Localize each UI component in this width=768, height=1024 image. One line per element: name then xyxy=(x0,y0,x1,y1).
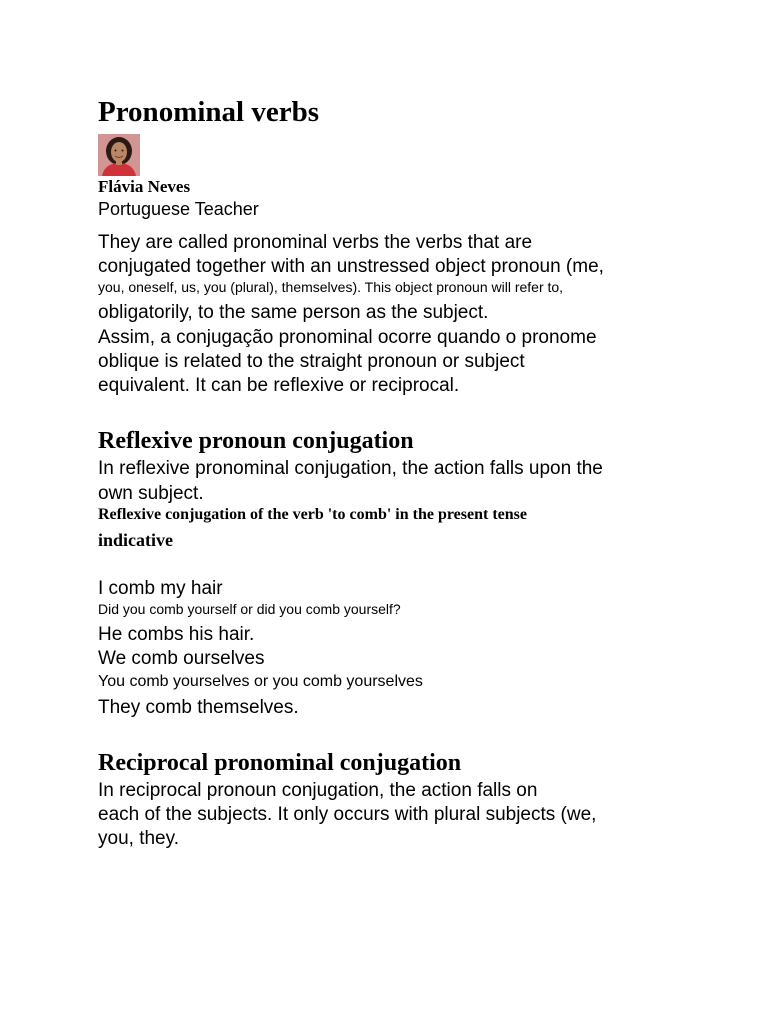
reciprocal-desc-line-2: each of the subjects. It only occurs with plural subjects (we, xyxy=(98,804,597,825)
intro-line-3: you, oneself, us, you (plural), themselves). This object pronoun will refer to, xyxy=(98,279,564,295)
example-6: They comb themselves. xyxy=(98,697,299,718)
reflexive-subheading-line-2: indicative xyxy=(98,530,173,550)
intro-line-2: conjugated together with an unstressed object pronoun (me, xyxy=(98,256,604,277)
reflexive-subheading-line-1: Reflexive conjugation of the verb 'to comb' in the present tense xyxy=(98,506,527,523)
reciprocal-desc-line-1: In reciprocal pronoun conjugation, the action falls on xyxy=(98,780,538,801)
section-heading-reciprocal: Reciprocal pronominal conjugation xyxy=(98,750,462,776)
intro-line-6: oblique is related to the straight pronoun or subject xyxy=(98,351,525,372)
example-5: You comb yourselves or you comb yourselves xyxy=(98,673,423,690)
intro-line-4: obligatorily, to the same person as the subject. xyxy=(98,302,489,323)
example-1: I comb my hair xyxy=(98,578,223,599)
intro-line-1: They are called pronominal verbs the verbs that are xyxy=(98,232,533,253)
author-photo xyxy=(98,134,140,176)
author-avatar xyxy=(98,134,140,176)
example-3: He combs his hair. xyxy=(98,624,255,645)
reflexive-desc-line-2: own subject. xyxy=(98,483,204,504)
intro-line-7: equivalent. It can be reflexive or reciprocal. xyxy=(98,375,460,396)
page-title: Pronominal verbs xyxy=(98,96,319,128)
author-name: Flávia Neves xyxy=(98,177,191,196)
example-4: We comb ourselves xyxy=(98,648,265,669)
intro-line-5: Assim, a conjugação pronominal ocorre quando o pronome xyxy=(98,327,597,348)
section-heading-reflexive: Reflexive pronoun conjugation xyxy=(98,428,414,454)
reflexive-desc-line-1: In reflexive pronominal conjugation, the action falls upon the xyxy=(98,458,603,479)
example-2: Did you comb yourself or did you comb yourself? xyxy=(98,601,401,617)
reciprocal-desc-line-3: you, they. xyxy=(98,828,179,849)
author-role: Portuguese Teacher xyxy=(98,199,259,219)
